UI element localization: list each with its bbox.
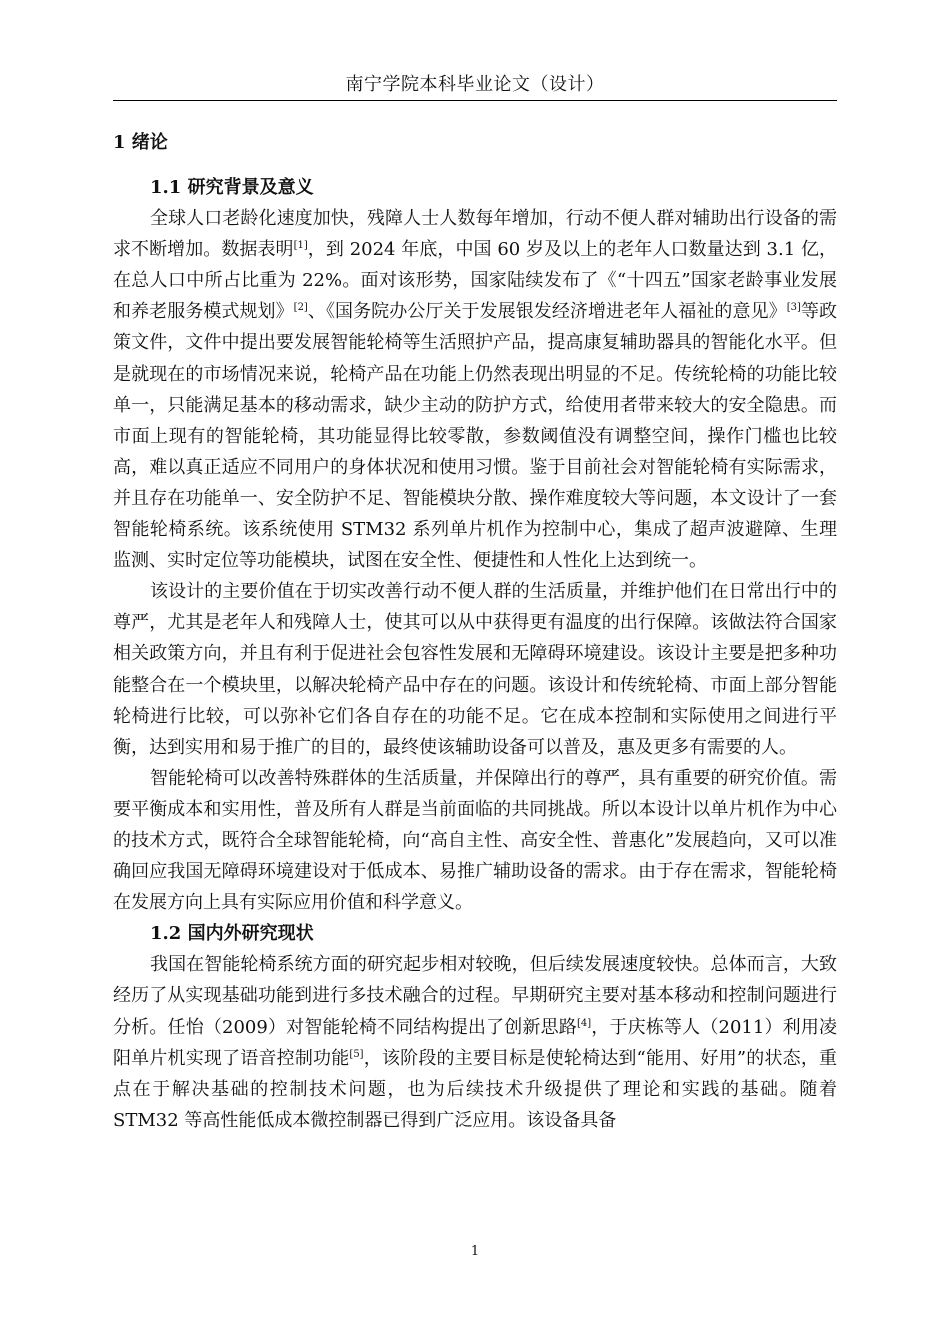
- running-header: 南宁学院本科毕业论文（设计）: [345, 74, 605, 95]
- section-title: 1.1 研究背景及意义: [150, 177, 314, 198]
- citation-marker: [1]: [293, 240, 308, 252]
- citation-marker: [2]: [293, 302, 308, 314]
- citation-marker: [3]: [786, 302, 801, 314]
- page-number: 1: [470, 1244, 480, 1259]
- chapter-title: 1 绪论: [113, 132, 168, 153]
- paragraph: 智能轮椅可以改善特殊群体的生活质量，并保障出行的尊严，具有重要的研究价值。需要平衡成本和实用性，普及所有人群是当前面临的共同挑战。所以本设计以单片机作为中心的技术方式，既符合全球智能轮椅，向“高自主性、高安全性、普惠化”发展趋向，又可以准确回应我国无障碍环境建设对于低成本、易推广辅助设备的需求。由于存在需求，智能轮椅在发展方向上具有实际应用价值和科学意义。: [113, 767, 837, 914]
- header-rule: [113, 100, 837, 101]
- section-title: 1.2 国内外研究现状: [150, 923, 314, 945]
- citation-marker: [4]: [576, 1017, 592, 1029]
- citation-marker: [5]: [349, 1048, 364, 1060]
- paragraph: 全球人口老龄化速度加快，残障人士人数每年增加，行动不便人群对辅助出行设备的需求不断增加。数据表明[1]，到 2024 年底，中国 60 岁及以上的老年人口数量达到 3.1 亿，在总人口中所占比重为 22%。面对该形势，国家陆续发布了《“十四五”国家老龄事业发展和养老服务模式规划》[2]、《国务院办公厅关于发展银发经济增进老年人福祉的意见》[3]等政策文件，文件中提出要发展智能轮椅等生活照护产品，提高康复辅助器具的智能化水平。但是就现在的市场情况来说，轮椅产品在功能上仍然表现出明显的不足。传统轮椅的功能比较单一，只能满足基本的移动需求，缺少主动的防护方式，给使用者带来较大的安全隐患。而市面上现有的智能轮椅，其功能显得比较零散，参数阈值没有调整空间，操作门槛也比较高，难以真正适应不同用户的身体状况和使用习惯。鉴于目前社会对智能轮椅有实际需求，并且存在功能单一、安全防护不足、智能模块分散、操作难度较大等问题，本文设计了一套智能轮椅系统。该系统使用 STM32 系列单片机作为控制中心，集成了超声波避障、生理监测、实时定位等功能模块，试图在安全性、便捷性和人性化上达到统一。: [113, 208, 838, 572]
- paragraph: 我国在智能轮椅系统方面的研究起步相对较晚，但后续发展速度较快。总体而言，大致经历了从实现基础功能到进行多技术融合的过程。早期研究主要对基本移动和控制问题进行分析。任怡（2009）对智能轮椅不同结构提出了创新思路[4]，于庆栋等人（2011）利用凌阳单片机实现了语音控制功能[5]，该阶段的主要目标是使轮椅达到“能用、好用”的状态，重点在于解决基础的控制技术问题，也为后续技术升级提供了理论和实践的基础。随着 STM32 等高性能低成本微控制器已得到广泛应用。该设备具备: [113, 954, 838, 1131]
- body-content: [113, 172, 837, 1136]
- paragraph: 该设计的主要价值在于切实改善行动不便人群的生活质量，并维护他们在日常出行中的尊严，尤其是老年人和残障人士，使其可以从中获得更有温度的出行保障。该做法符合国家相关政策方向，并且有利于促进社会包容性发展和无障碍环境建设。该设计主要是把多种功能整合在一个模块里，以解决轮椅产品中存在的问题。该设计和传统轮椅、市面上部分智能轮椅进行比较，可以弥补它们各自存在的功能不足。它在成本控制和实际使用之间进行平衡，达到实用和易于推广的目的，最终使该辅助设备可以普及，惠及更多有需要的人。: [113, 581, 837, 758]
